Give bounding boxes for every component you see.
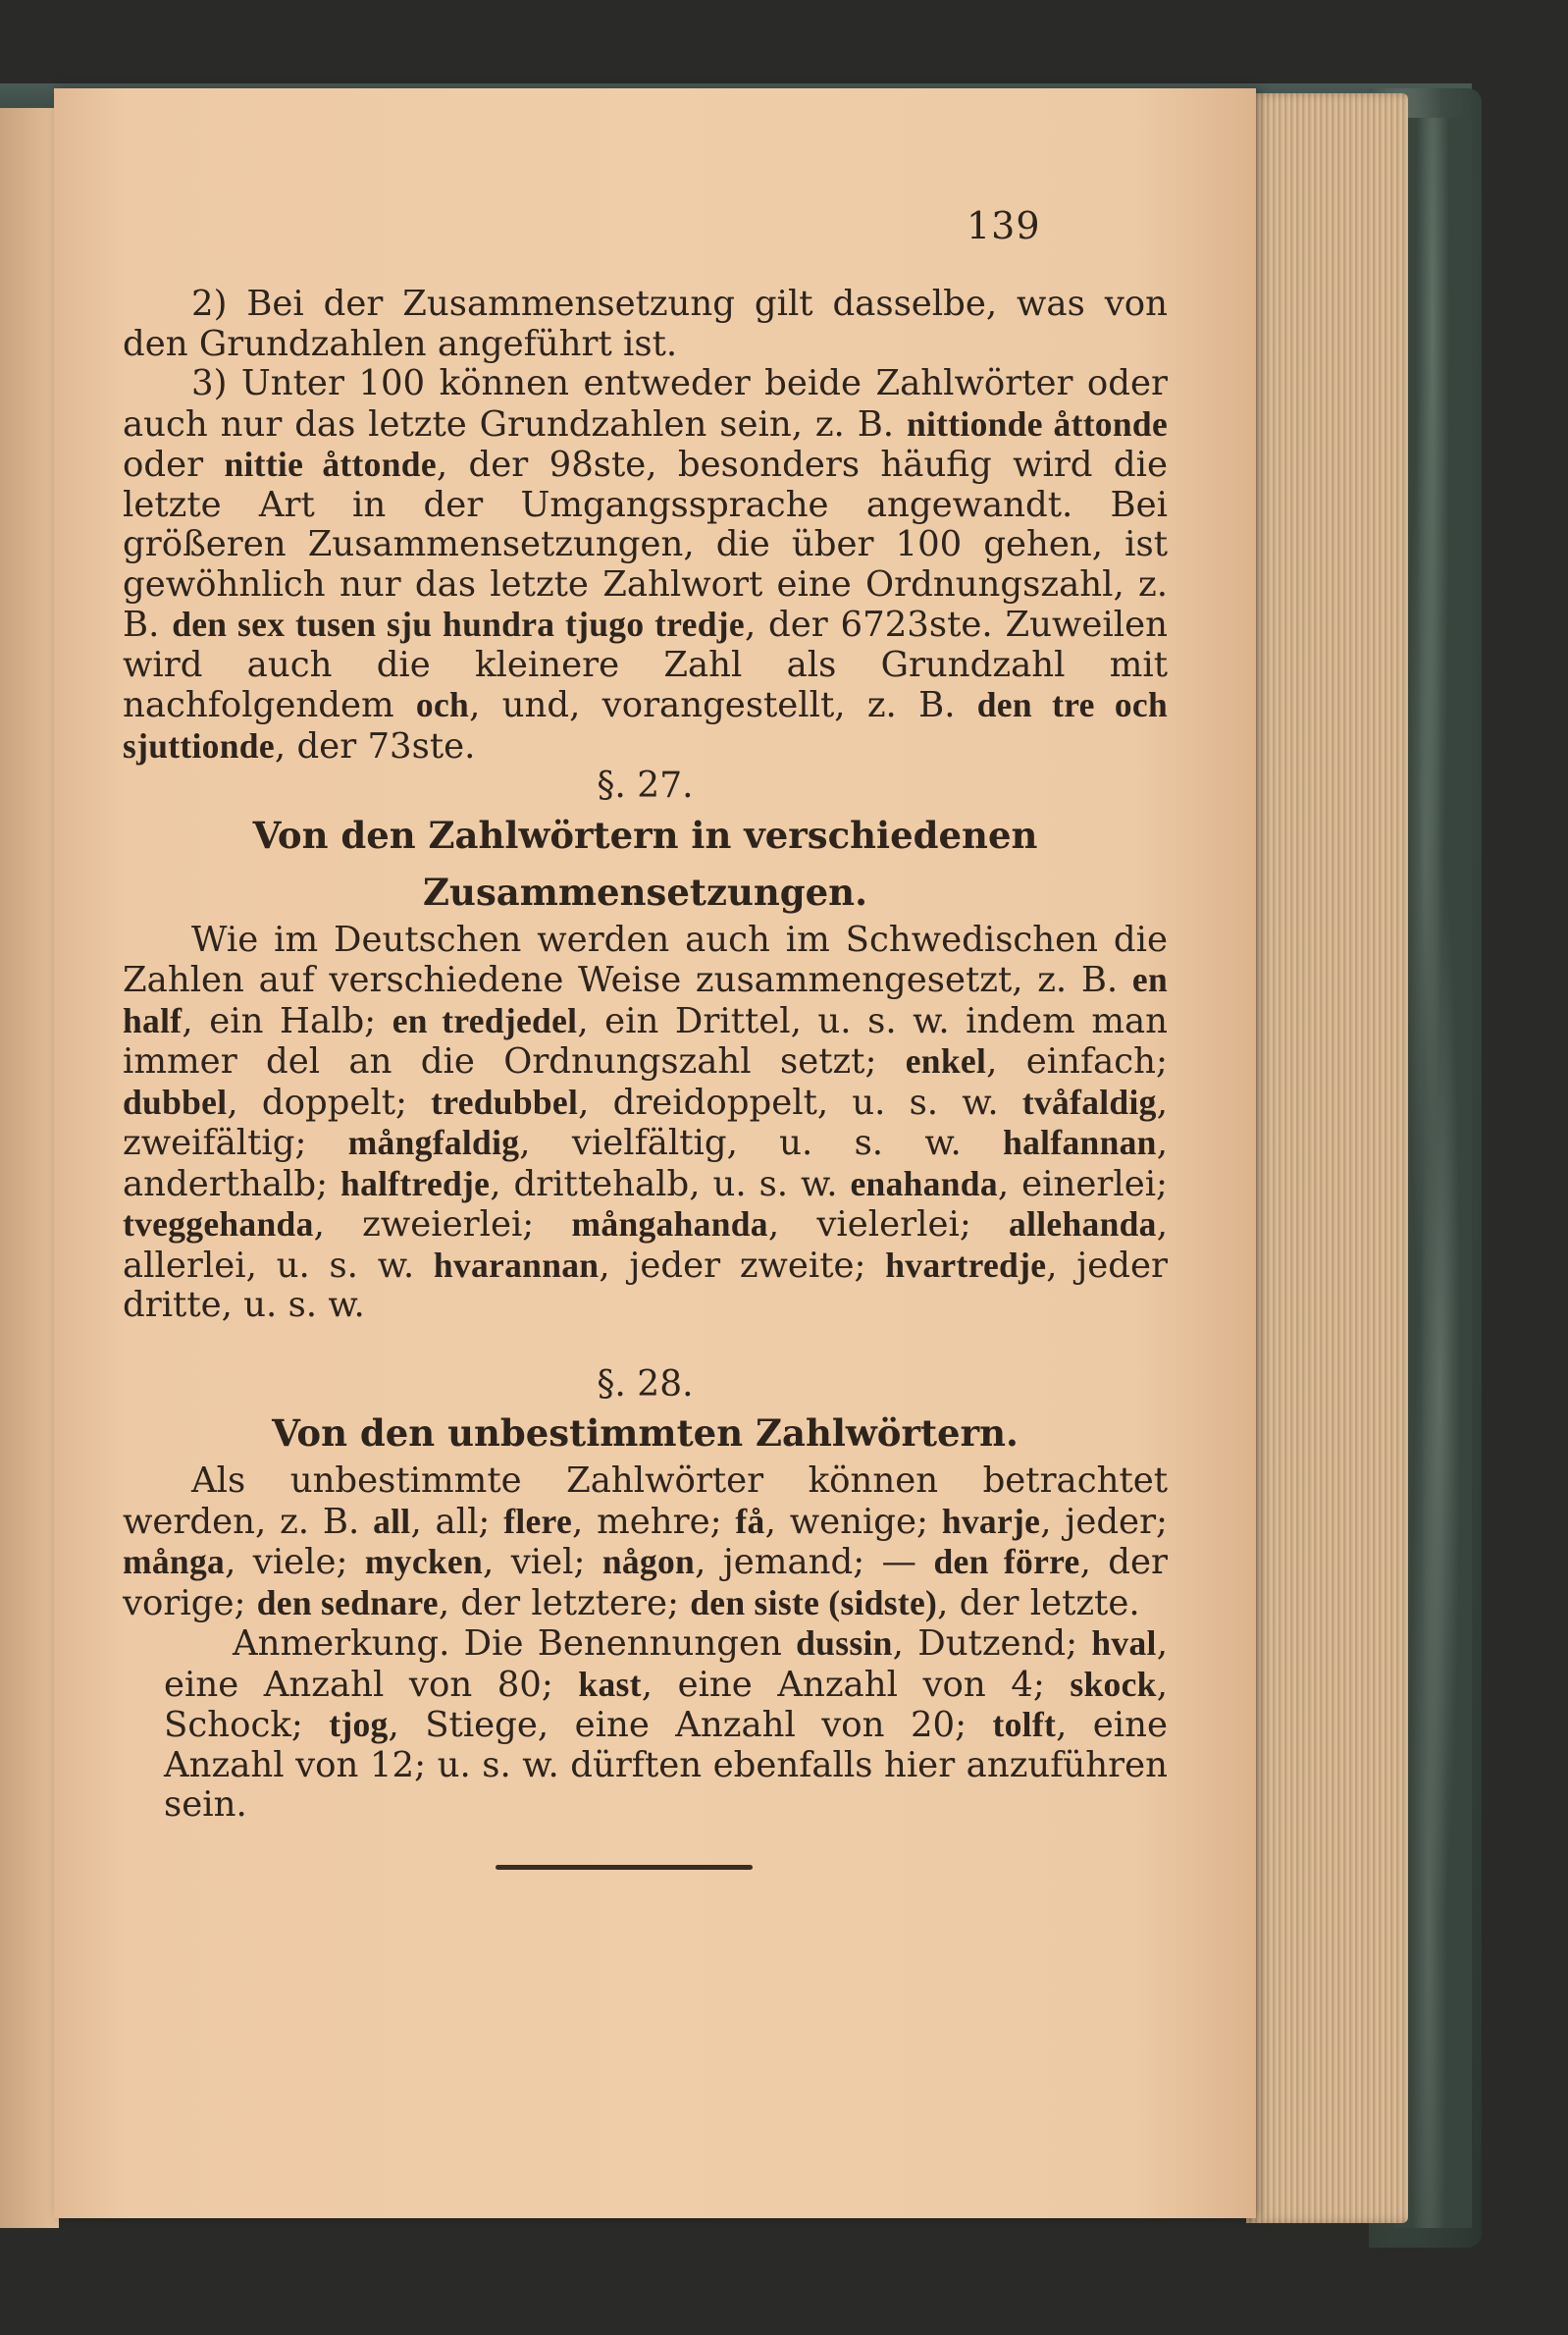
- swedish-term: en half: [123, 960, 1168, 1040]
- swedish-term: tveggehanda: [123, 1204, 314, 1244]
- swedish-term: tolft: [992, 1705, 1057, 1744]
- text-run: , jeder zweite;: [599, 1245, 886, 1286]
- text-run: , Dutzend;: [892, 1623, 1092, 1664]
- text-run: , der letztere;: [438, 1582, 691, 1623]
- swedish-term: den förre: [933, 1542, 1080, 1581]
- text-run: Wie im Deutschen werden auch im Schwedischen die Zahlen auf verschiedene Weise zusammengesetzt, z. B.: [123, 919, 1168, 1000]
- text-run: , zweierlei;: [313, 1204, 572, 1245]
- text-run: , all;: [410, 1501, 504, 1542]
- swedish-term: nittionde åttonde: [906, 403, 1169, 444]
- swedish-term: hvartredje: [885, 1245, 1047, 1285]
- swedish-term: och: [415, 685, 470, 724]
- swedish-term: den siste (sidste): [690, 1582, 938, 1622]
- swedish-term: dussin: [796, 1623, 893, 1663]
- text-run: , jemand; —: [695, 1542, 934, 1582]
- swedish-term: hval: [1091, 1623, 1157, 1663]
- swedish-term: den sex tusen sju hundra tjugo tredje: [172, 605, 745, 644]
- swedish-term: skock: [1070, 1664, 1157, 1704]
- swedish-term: hvarannan: [433, 1245, 600, 1285]
- text-run: , eine Anzahl von 4;: [641, 1664, 1071, 1705]
- swedish-term: enkel: [905, 1041, 987, 1081]
- text-run: , ein Drittel, u. s. w. indem man immer del an die Ordnungszahl setzt;: [123, 1000, 1169, 1082]
- swedish-term: mångfaldig: [347, 1123, 520, 1162]
- text-run: , wenige;: [764, 1501, 942, 1542]
- swedish-term: få: [735, 1501, 765, 1541]
- page-edges: [1246, 93, 1408, 2223]
- swedish-term: någon: [601, 1542, 696, 1581]
- text-run: , einfach;: [986, 1041, 1168, 1082]
- text-run: oder: [123, 445, 225, 485]
- swedish-term: dubbel: [123, 1082, 228, 1122]
- text-run: , viel;: [483, 1542, 602, 1582]
- section-28-title: Von den unbestimmten Zahlwörtern.: [272, 1411, 1019, 1455]
- swedish-term: tvåfaldig: [1021, 1082, 1157, 1122]
- note-paragraph: [123, 1623, 1168, 1826]
- section-27-title: Von den Zahlwörtern in verschiedenen Zusammensetzungen.: [252, 813, 1038, 914]
- paragraph-under-100: [123, 364, 1168, 767]
- text-run: 2) Bei der Zusammensetzung gilt dasselbe, was von den Grundzahlen angeführt ist.: [123, 284, 1168, 364]
- text-run: , Stiege, eine Anzahl von 20;: [388, 1705, 993, 1745]
- text-run: , der letzte.: [937, 1582, 1140, 1623]
- text-run: , der 73ste.: [274, 725, 476, 767]
- paragraph-compound: [123, 285, 1168, 364]
- paragraph-section-28: [123, 1461, 1168, 1623]
- text-run: , jeder dritte, u. s. w.: [123, 1245, 1169, 1325]
- text-run: , eine Anzahl von 12; u. s. w. dürften ebenfalls hier anzuführen sein.: [164, 1705, 1169, 1825]
- swedish-term: tredubbel: [431, 1082, 579, 1122]
- text-run: , drittehalb, u. s. w.: [490, 1163, 851, 1204]
- end-rule: [496, 1865, 753, 1870]
- text-run: , der 98ste, besonders häufig wird die letzte Art in der Umgangssprache angewandt. Bei größeren Zusammensetzungen, die über 100 gehen, ist gewöhnlich nur das letzte Zahlwort eine Ordnungszahl, z. B.: [123, 445, 1168, 645]
- swedish-term: kast: [578, 1664, 642, 1704]
- text-run: , anderthalb;: [123, 1123, 1168, 1204]
- left-page-edge: [0, 108, 59, 2228]
- swedish-term: allehanda: [1009, 1204, 1157, 1244]
- text-run: Als unbestimmte Zahlwörter können betrachtet werden, z. B.: [123, 1460, 1168, 1542]
- swedish-term: enahanda: [850, 1163, 998, 1203]
- swedish-term: tjog: [329, 1705, 389, 1744]
- swedish-term: halftredje: [340, 1163, 491, 1203]
- swedish-term: mycken: [364, 1542, 484, 1581]
- swedish-term: flere: [503, 1501, 573, 1541]
- text-run: , vielfältig, u. s. w.: [519, 1123, 1004, 1163]
- text-run: , vielerlei;: [767, 1204, 1010, 1245]
- text-run: , allerlei, u. s. w.: [123, 1204, 1169, 1286]
- text-run: , viele;: [225, 1542, 365, 1582]
- text-run: , der vorige;: [123, 1542, 1168, 1623]
- book-page: [54, 88, 1256, 2218]
- text-run: , doppelt;: [227, 1082, 432, 1123]
- swedish-term: den tre och sjuttionde: [123, 685, 1168, 766]
- text-run: , zweifältig;: [123, 1082, 1168, 1163]
- text-run: , ein Halb;: [182, 1000, 392, 1041]
- page-body: [123, 285, 1168, 1870]
- paragraph-section-27: [123, 921, 1168, 1326]
- swedish-term: halfannan: [1003, 1123, 1157, 1162]
- section-28-number: §. 28.: [597, 1363, 694, 1405]
- text-run: , mehre;: [572, 1501, 736, 1542]
- page-number: 139: [967, 204, 1041, 247]
- swedish-term: all: [373, 1501, 411, 1541]
- text-run: , dreidoppelt, u. s. w.: [578, 1082, 1022, 1123]
- swedish-term: många: [123, 1542, 226, 1581]
- text-run: , Schock;: [164, 1664, 1168, 1745]
- text-run: , eine Anzahl von 80;: [164, 1623, 1168, 1705]
- section-27-number: §. 27.: [597, 766, 694, 806]
- swedish-term: den sednare: [256, 1582, 439, 1622]
- swedish-term: mångahanda: [571, 1204, 768, 1244]
- text-run: , der 6723ste. Zuweilen wird auch die kleinere Zahl als Grundzahl mit nachfolgendem: [123, 605, 1168, 725]
- text-run: Anmerkung. Die Benennungen: [233, 1623, 797, 1664]
- text-run: , und, vorangestellt, z. B.: [469, 685, 977, 725]
- swedish-term: en tredjedel: [392, 1000, 578, 1040]
- text-run: , einerlei;: [997, 1163, 1169, 1204]
- text-run: , jeder;: [1040, 1501, 1168, 1542]
- swedish-term: hvarje: [941, 1501, 1041, 1541]
- text-run: 3) Unter 100 können entweder beide Zahlwörter oder auch nur das letzte Grundzahlen sein, z. B.: [123, 363, 1168, 445]
- swedish-term: nittie åttonde: [224, 445, 437, 484]
